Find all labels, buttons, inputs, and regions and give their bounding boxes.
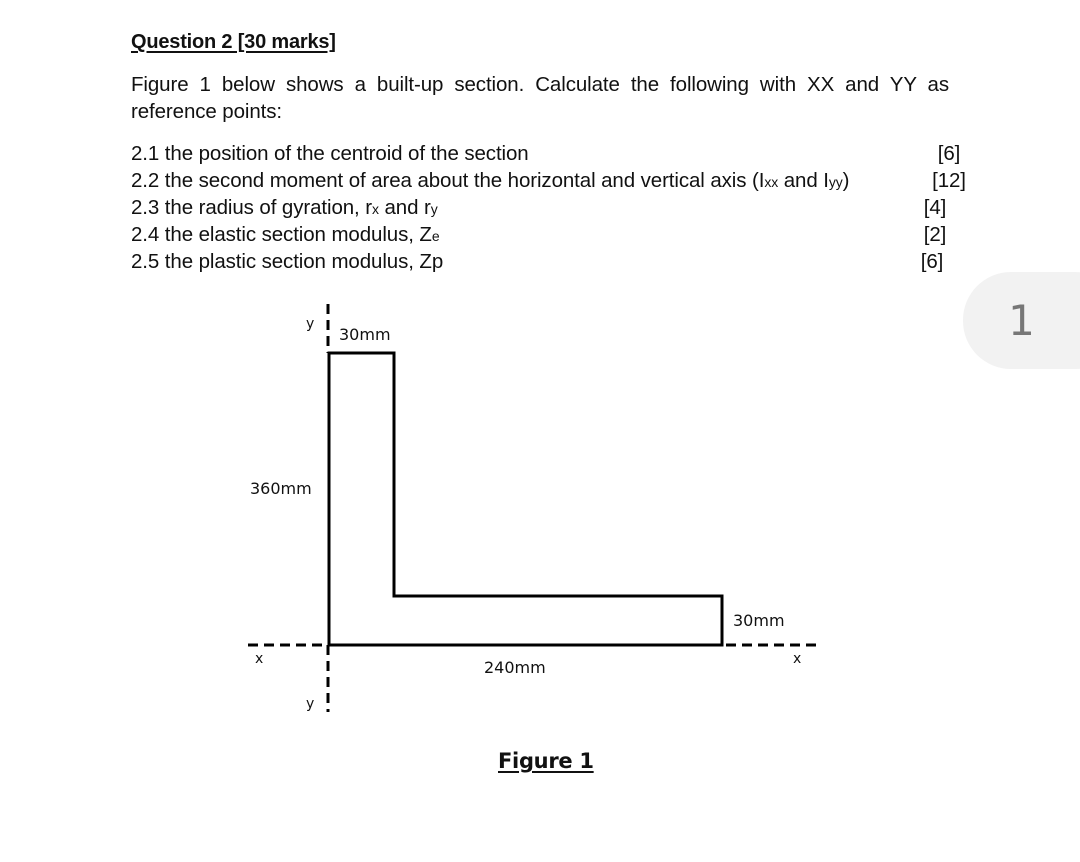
dim-flange-thickness: 30mm <box>733 611 785 630</box>
task-text-part: and r <box>378 196 431 219</box>
x-axis-label-left: x <box>255 651 264 667</box>
dim-height: 360mm <box>250 479 312 498</box>
subscript: e <box>431 228 440 244</box>
task-text-part: the radius of gyration, r <box>164 196 372 219</box>
subscript: y <box>430 201 438 217</box>
question-heading: Question 2 [30 marks] <box>131 31 336 53</box>
question-intro: Figure 1 below shows a built-up section. Calculate the following with XX and YY as reference points: <box>131 73 949 123</box>
task-marks: [2] <box>923 223 947 246</box>
page-number: 1 <box>1008 296 1035 345</box>
task-marks: [12] <box>932 169 966 192</box>
subscript: x <box>371 201 379 217</box>
section-outline <box>329 353 722 645</box>
task-text-part: and I <box>778 169 829 192</box>
subscript: yy <box>828 174 843 190</box>
task-marks: [4] <box>923 196 947 219</box>
task-text: the position of the centroid of the section <box>164 142 529 165</box>
task-number: 2.3 <box>131 196 165 219</box>
y-axis-label-bottom: y <box>306 696 315 712</box>
task-text: the plastic section modulus, Zp <box>164 250 444 273</box>
figure-caption: Figure 1 <box>498 749 594 773</box>
task-number: 2.4 <box>131 223 165 246</box>
task-marks: [6] <box>920 250 944 273</box>
task-text-part: the elastic section modulus, Z <box>164 223 432 246</box>
dim-top-width: 30mm <box>339 325 391 344</box>
task-text-part: the second moment of area about the horizontal and vertical axis (I <box>164 169 765 192</box>
task-number: 2.2 <box>131 169 165 192</box>
y-axis-label-top: y <box>306 316 315 332</box>
task-number: 2.5 <box>131 250 165 273</box>
x-axis-label-right: x <box>793 651 802 667</box>
task-text-part: ) <box>842 169 850 192</box>
dim-base-width: 240mm <box>484 658 546 677</box>
subscript: xx <box>764 174 779 190</box>
task-marks: [6] <box>937 142 961 165</box>
task-number: 2.1 <box>131 142 165 165</box>
